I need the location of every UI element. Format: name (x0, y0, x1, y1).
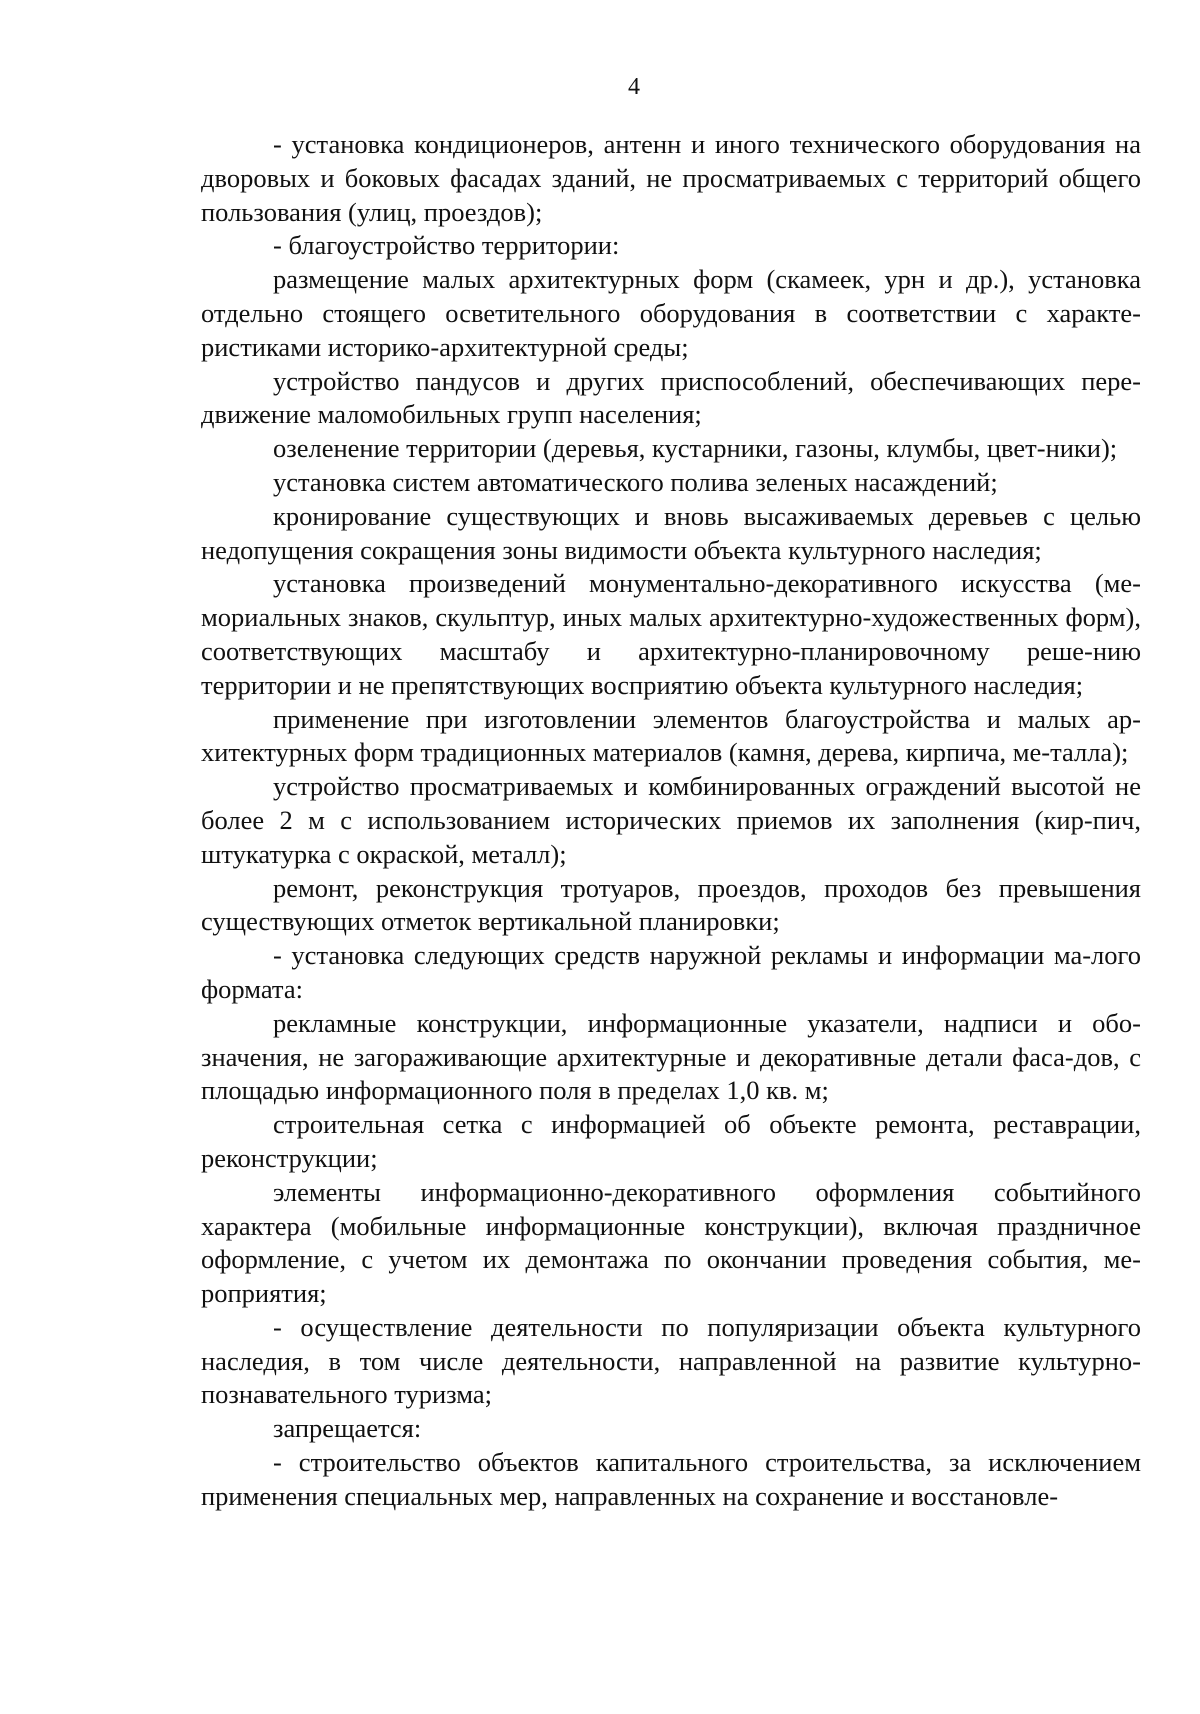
body-paragraph: - осуществление деятельности по популяризации объекта культурного наследия, в том числе деятельности, направленной на развитие культурно-познавательного туризма; (201, 1311, 1141, 1410)
body-paragraph: рекламные конструкции, информационные указатели, надписи и обо-значения, не загораживающие архитектурные и декоративные детали фаса-дов, с площадью информационного поля в пределах 1,0 кв. м; (201, 1007, 1141, 1106)
page-number: 4 (628, 74, 640, 100)
body-paragraph: ремонт, реконструкция тротуаров, проездов, проходов без превышения существующих отметок вертикальной планировки; (201, 872, 1141, 937)
body-paragraph: применение при изготовлении элементов благоустройства и малых ар-хитектурных форм традиционных материалов (камня, дерева, кирпича, ме-талла); (201, 703, 1141, 768)
body-paragraph: устройство просматриваемых и комбинированных ограждений высотой не более 2 м с использованием исторических приемов их заполнения (кир-пич, штукатурка с окраской, металл); (201, 771, 1141, 869)
body-paragraph: установка произведений монументально-декоративного искусства (ме-мориальных знаков, скульптур, иных малых архитектурно-художественных форм), соответствующих масштабу и архитектурно-планировочному реше-нию территории и не препятствующих восприятию объекта культурного наследия; (201, 568, 1141, 700)
body-paragraph: строительная сетка с информацией об объекте ремонта, реставрации, реконструкции; (201, 1109, 1141, 1173)
body-paragraph: - установка следующих средств наружной рекламы и информации ма-лого формата: (201, 940, 1141, 1004)
body-paragraph: кронирование существующих и вновь высаживаемых деревьев с целью недопущения сокращения зоны видимости объекта культурного наследия; (201, 500, 1141, 565)
body-paragraph: - установка кондиционеров, антенн и иного технического оборудования на дворовых и боковых фасадах зданий, не просматриваемых с территорий общего пользования (улиц, проездов); (201, 129, 1141, 227)
document-body (201, 128, 1141, 1514)
body-paragraph: запрещается: (273, 1413, 422, 1444)
body-paragraph: - благоустройство территории: (273, 230, 620, 261)
body-paragraph: размещение малых архитектурных форм (скамеек, урн и др.), установка отдельно стоящего осветительного оборудования в соответствии с характе-ристиками историко-архитектурной среды; (201, 264, 1141, 362)
body-paragraph: озеленение территории (деревья, кустарники, газоны, клумбы, цвет-ники); (273, 433, 1118, 464)
body-paragraph: элементы информационно-декоративного оформления событийного характера (мобильные информационные конструкции), включая праздничное оформление, с учетом их демонтажа по окончании проведения события, ме-роприятия; (201, 1176, 1141, 1309)
body-paragraph: - строительство объектов капитального строительства, за исключением применения специальных мер, направленных на сохранение и восстановле- (201, 1447, 1141, 1511)
body-paragraph: установка систем автоматического полива зеленых насаждений; (273, 466, 998, 497)
body-paragraph: устройство пандусов и других приспособлений, обеспечивающих пере-движение маломобильных групп населения; (201, 365, 1141, 430)
